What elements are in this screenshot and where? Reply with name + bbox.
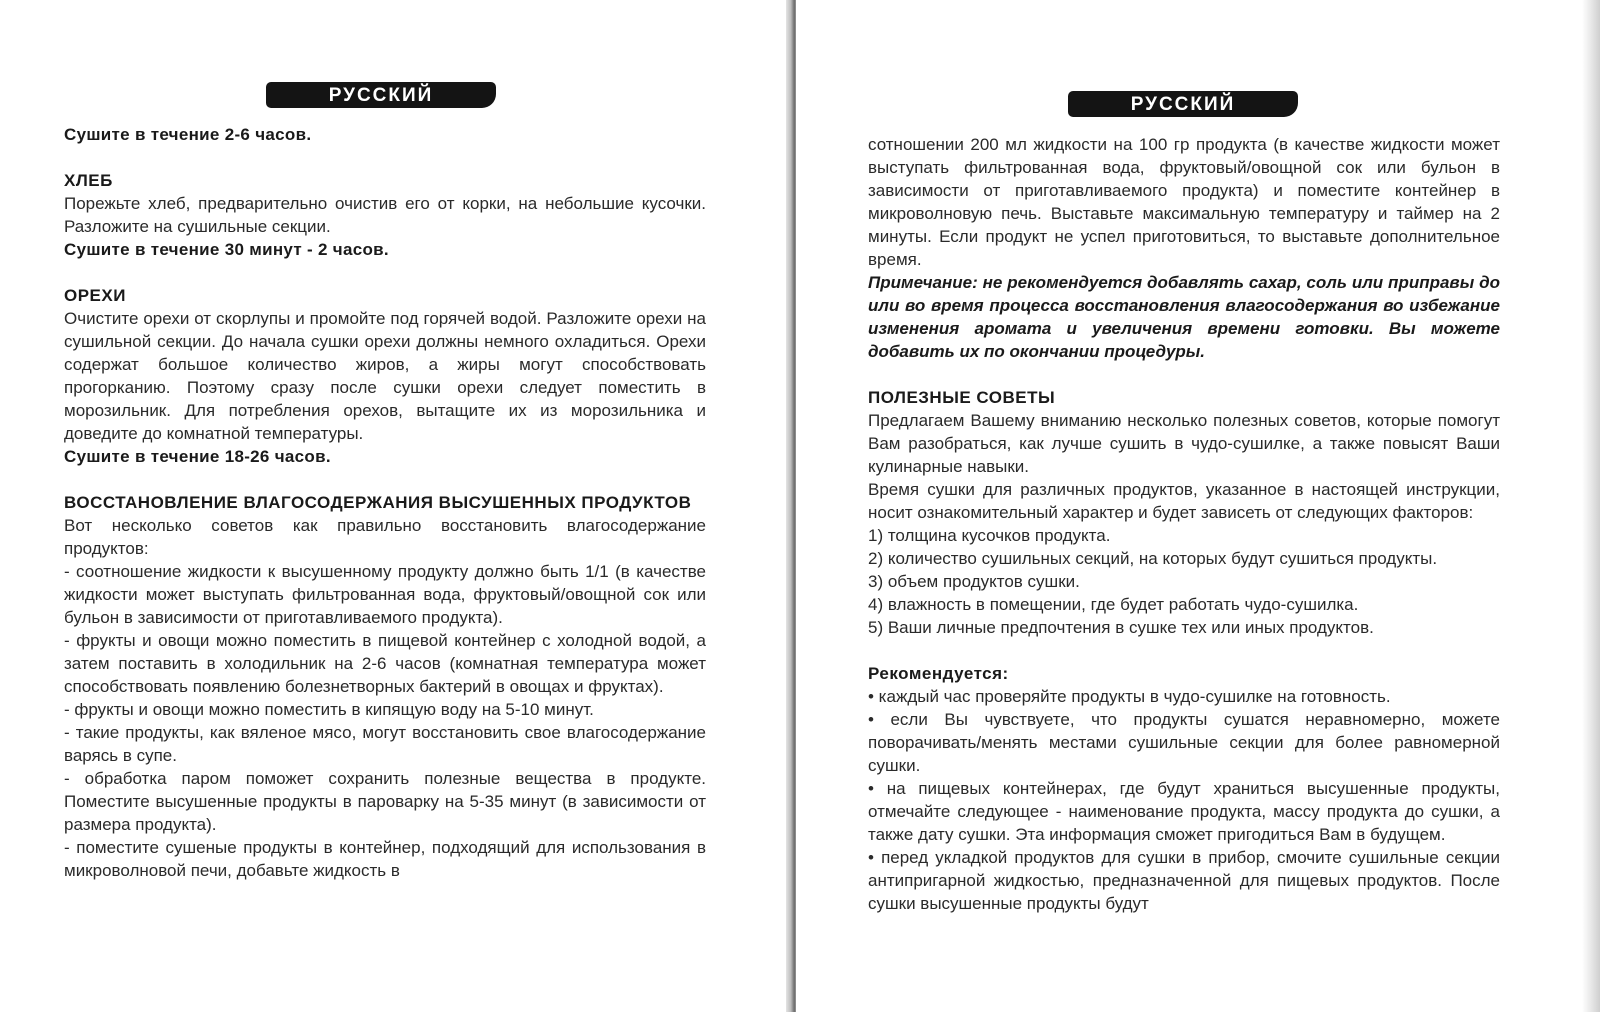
bread-heading: ХЛЕБ <box>64 171 113 190</box>
factor-item: 1) толщина кусочков продукта. <box>868 526 1111 545</box>
restore-intro: Вот несколько советов как правильно восстановить влагосодержание продуктов: <box>64 516 706 558</box>
factor-item: 4) влажность в помещении, где будет работать чудо-сушилка. <box>868 595 1359 614</box>
recommended-item: • если Вы чувствуете, что продукты сушатся неравномерно, можете поворачивать/менять местами сушильные секции для более равномерной сушки. <box>868 710 1500 775</box>
left-column <box>64 123 706 882</box>
restore-item: - соотношение жидкости к высушенному продукту должно быть 1/1 (в качестве жидкости может выступать фильтрованная вода, фруктовый/овощной сок или бульон в зависимости от приготавливаемого продукта). <box>64 562 706 627</box>
restore-item: - фрукты и овощи можно поместить в пищевой контейнер с холодной водой, а затем поставить в холодильник на 2-6 часов (комнатная температура может способствовать появлению болезнетворных бактерий в овощах и фруктах). <box>64 631 706 696</box>
tips-intro-1: Предлагаем Вашему вниманию несколько полезных советов, которые помогут Вам разобраться, как лучше сушить в чудо-сушилке, а также повысят Ваши кулинарные навыки. <box>868 411 1500 476</box>
restore-item: - такие продукты, как вяленое мясо, могут восстановить свое влагосодержание варясь в супе. <box>64 723 706 765</box>
tips-intro-2: Время сушки для различных продуктов, указанное в настоящей инструкции, носит ознакомительный характер и будет зависеть от следующих факторов: <box>868 480 1500 522</box>
nuts-text: Очистите орехи от скорлупы и промойте под горячей водой. Разложите орехи на сушильной секции. До начала сушки орехи должны немного охладиться. Орехи содержат большое количество жиров, а жиры могут способствовать прогорканию. Поэтому сразу после сушки орехи следует поместить в морозильник. Для потребления орехов, вытащите их из морозильника и доведите до комнатной температуры. <box>64 309 706 443</box>
bread-dry-time: Сушите в течение 30 минут - 2 часов. <box>64 240 389 259</box>
factor-item: 2) количество сушильных секций, на которых будут сушиться продукты. <box>868 549 1438 568</box>
factor-item: 3) объем продуктов сушки. <box>868 572 1080 591</box>
language-tab-right: РУССКИЙ <box>1068 91 1298 117</box>
page-right-edge <box>1582 0 1600 1012</box>
nuts-dry-time: Сушите в течение 18-26 часов. <box>64 447 331 466</box>
factor-item: 5) Ваши личные предпочтения в сушке тех или иных продуктов. <box>868 618 1374 637</box>
restore-heading: ВОССТАНОВЛЕНИЕ ВЛАГОСОДЕРЖАНИЯ ВЫСУШЕННЫХ ПРОДУКТОВ <box>64 493 692 512</box>
restore-item: - обработка паром поможет сохранить полезные вещества в продукте. Поместите высушенные продукты в пароварку на 5-35 минут (в зависимости от размера продукта). <box>64 769 706 834</box>
note-text: Примечание: не рекомендуется добавлять сахар, соль или приправы до или во время процесса восстановления влагосодержания во избежание изменения аромата и увеличения времени готовки. Вы можете добавить их по окончании процедуры. <box>868 273 1500 361</box>
restore-item: - поместите сушеные продукты в контейнер, подходящий для использования в микроволновой печи, добавьте жидкость в <box>64 838 706 880</box>
left-page <box>0 0 790 1012</box>
restore-item: - фрукты и овощи можно поместить в кипящую воду на 5-10 минут. <box>64 700 594 719</box>
right-column <box>868 133 1500 915</box>
recommended-item: • перед укладкой продуктов для сушки в прибор, смочите сушильные секции антипригарной жидкостью, предназначенной для пищевых продуктов. После сушки высушенные продукты будут <box>868 848 1500 913</box>
nuts-heading: ОРЕХИ <box>64 286 126 305</box>
intro-dry-time: Сушите в течение 2-6 часов. <box>64 125 312 144</box>
recommended-item: • на пищевых контейнерах, где будут храниться высушенные продукты, отмечайте следующее - наименование продукта, массу продукта до сушки, а также дату сушки. Эта информация сможет пригодиться Вам в будущем. <box>868 779 1500 844</box>
language-tab-left: РУССКИЙ <box>266 82 496 108</box>
tips-heading: ПОЛЕЗНЫЕ СОВЕТЫ <box>868 388 1056 407</box>
continued-text: сотношении 200 мл жидкости на 100 гр продукта (в качестве жидкости может выступать фильтрованная вода, фруктовый/овощной сок или бульон в зависимости от приготавливаемого продукта) и поместите контейнер в микроволновую печь. Выставьте максимальную температуру и таймер на 2 минуты. Если продукт не успел приготовиться, то выставьте дополнительное время. <box>868 135 1500 269</box>
bread-text: Порежьте хлеб, предварительно очистив его от корки, на небольшие кусочки. Разложите на сушильные секции. <box>64 194 706 236</box>
recommended-heading: Рекомендуется: <box>868 664 1009 683</box>
right-page <box>796 0 1600 1012</box>
recommended-item: • каждый час проверяйте продукты в чудо-сушилке на готовность. <box>868 687 1391 706</box>
